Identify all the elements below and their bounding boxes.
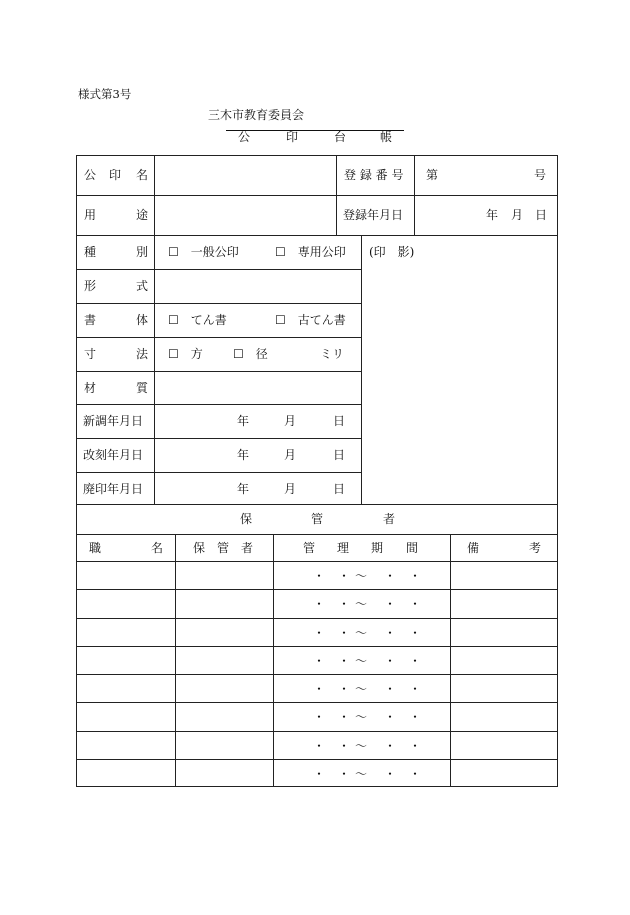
period-placeholder: ・ (384, 597, 397, 611)
period-placeholder: ・ (384, 569, 397, 583)
custodian-post-cell[interactable] (77, 647, 174, 673)
date-day: 日 (333, 482, 346, 496)
period-placeholder: ・ (338, 739, 351, 753)
custodian-keeper-cell[interactable] (176, 703, 272, 729)
form-field[interactable] (155, 270, 360, 302)
organization-name: 三木市教育委員会 (208, 108, 305, 122)
period-placeholder: ・ (384, 626, 397, 640)
form-number: 様式第3号 (78, 87, 132, 101)
custodian-notes-cell[interactable] (451, 760, 557, 786)
label-seal-name-2: 印 (109, 168, 122, 182)
col-period-1: 管 (303, 541, 316, 555)
custodian-keeper-cell[interactable] (176, 590, 272, 616)
custodian-keeper-cell[interactable] (176, 647, 272, 673)
label-dimension-1: 寸 (84, 347, 97, 361)
date-month: 月 (284, 448, 297, 462)
period-placeholder: ・ (338, 626, 351, 640)
label-dimension-2: 法 (136, 347, 149, 361)
custodian-keeper-cell[interactable] (176, 619, 272, 645)
label-material-1: 材 (84, 381, 97, 395)
custodian-post-cell[interactable] (77, 562, 174, 588)
label-new-date: 新調年月日 (83, 414, 144, 428)
period-placeholder: ・ (409, 597, 422, 611)
custodian-keeper-cell[interactable] (176, 760, 272, 786)
label-typeface-1: 書 (84, 313, 97, 327)
rule (76, 534, 558, 535)
custodian-keeper-cell[interactable] (176, 675, 272, 701)
custodian-title-3: 者 (383, 512, 396, 526)
date-year: 年 (237, 448, 250, 462)
reg-date-year: 年 (486, 208, 499, 222)
date-day: 日 (333, 448, 346, 462)
rule (76, 235, 558, 236)
custodian-keeper-cell[interactable] (176, 732, 272, 758)
period-placeholder: ・ (409, 739, 422, 753)
label-seal-name-3: 名 (136, 168, 149, 182)
rule (76, 337, 362, 338)
rule (414, 155, 415, 235)
label-kind-1: 種 (84, 245, 97, 259)
custodian-post-cell[interactable] (77, 675, 174, 701)
custodian-notes-cell[interactable] (451, 703, 557, 729)
rule (273, 534, 274, 787)
registration-number-prefix: 第 (426, 168, 439, 182)
label-seal-name: 公 (84, 168, 97, 182)
period-placeholder: ・ (313, 767, 326, 781)
period-placeholder: ・ (313, 597, 326, 611)
title-char: 公 (238, 130, 251, 144)
label-recarve-date: 改刻年月日 (83, 448, 144, 462)
rule (76, 472, 362, 473)
title-char: 帳 (380, 130, 393, 144)
period-placeholder: ・ (409, 569, 422, 583)
label-material-2: 質 (136, 381, 149, 395)
period-placeholder: ・ (313, 710, 326, 724)
reg-date-month: 月 (511, 208, 524, 222)
period-placeholder: ・ (409, 654, 422, 668)
seal-name-field[interactable] (155, 156, 335, 194)
col-period-3: 期 (371, 541, 384, 555)
rule (336, 155, 337, 235)
label-typeface-2: 体 (136, 313, 149, 327)
period-placeholder: ・ (338, 710, 351, 724)
title-char: 台 (334, 130, 347, 144)
dimension-diameter-checkbox[interactable]: ☐ 径 (233, 347, 268, 361)
reg-date-day: 日 (535, 208, 548, 222)
seal-impression-area[interactable] (362, 262, 557, 504)
rule (76, 438, 362, 439)
label-registration-number: 登 録 番 号 (344, 168, 404, 182)
dimension-square-checkbox[interactable]: ☐ 方 (168, 347, 203, 361)
custodian-notes-cell[interactable] (451, 732, 557, 758)
period-placeholder: ・ (384, 682, 397, 696)
page-title (226, 128, 404, 144)
label-form-2: 式 (136, 279, 149, 293)
custodian-post-cell[interactable] (77, 760, 174, 786)
period-placeholder: ・ (313, 682, 326, 696)
period-placeholder: ・ (338, 597, 351, 611)
kind-dedicated-checkbox[interactable]: ☐ 専用公印 (275, 245, 346, 259)
custodian-post-cell[interactable] (77, 619, 174, 645)
date-month: 月 (284, 482, 297, 496)
custodian-notes-cell[interactable] (451, 590, 557, 616)
period-placeholder: ・ (384, 654, 397, 668)
period-placeholder: ～ (355, 682, 368, 696)
col-period-4: 間 (406, 541, 419, 555)
rule (76, 303, 362, 304)
date-month: 月 (284, 414, 297, 428)
period-placeholder: ・ (338, 569, 351, 583)
period-placeholder: ～ (355, 597, 368, 611)
period-placeholder: ・ (338, 767, 351, 781)
col-notes-1: 備 (467, 541, 480, 555)
kind-general-checkbox[interactable]: ☐ 一般公印 (168, 245, 239, 259)
label-registration-date: 登録年月日 (343, 208, 404, 222)
period-placeholder: ・ (409, 767, 422, 781)
date-year: 年 (237, 414, 250, 428)
period-placeholder: ～ (355, 767, 368, 781)
period-placeholder: ～ (355, 626, 368, 640)
period-placeholder: ・ (384, 710, 397, 724)
period-placeholder: ・ (409, 626, 422, 640)
period-placeholder: ・ (409, 682, 422, 696)
material-field[interactable] (155, 372, 360, 403)
typeface-kotensho-checkbox[interactable]: ☐ 古てん書 (275, 313, 346, 327)
period-placeholder: ・ (313, 739, 326, 753)
period-placeholder: ・ (384, 767, 397, 781)
date-year: 年 (237, 482, 250, 496)
seal-impression-label: (印 影) (369, 245, 415, 259)
typeface-tensho-checkbox[interactable]: ☐ てん書 (168, 313, 227, 327)
col-post-2: 名 (151, 541, 164, 555)
period-placeholder: ・ (384, 739, 397, 753)
col-keeper: 保 管 者 (193, 541, 254, 555)
period-placeholder: ・ (338, 682, 351, 696)
rule (76, 404, 362, 405)
custodian-notes-cell[interactable] (451, 675, 557, 701)
custodian-post-cell[interactable] (77, 703, 174, 729)
period-placeholder: ・ (313, 654, 326, 668)
period-placeholder: ・ (313, 626, 326, 640)
period-placeholder: ～ (355, 569, 368, 583)
custodian-notes-cell[interactable] (451, 647, 557, 673)
registration-number-suffix: 号 (534, 168, 547, 182)
col-period-2: 理 (337, 541, 350, 555)
period-placeholder: ・ (313, 569, 326, 583)
custodian-title-2: 管 (311, 512, 324, 526)
period-placeholder: ～ (355, 710, 368, 724)
label-use-1: 用 (84, 208, 97, 222)
custodian-post-cell[interactable] (77, 590, 174, 616)
label-kind-2: 別 (136, 245, 149, 259)
custodian-post-cell[interactable] (77, 732, 174, 758)
custodian-title-1: 保 (240, 512, 253, 526)
label-abolish-date: 廃印年月日 (83, 482, 144, 496)
custodian-notes-cell[interactable] (451, 619, 557, 645)
label-use-2: 途 (136, 208, 149, 222)
custodian-keeper-cell[interactable] (176, 562, 272, 588)
title-char: 印 (286, 130, 299, 144)
dimension-unit: ミリ (320, 347, 345, 361)
period-placeholder: ・ (409, 710, 422, 724)
period-placeholder: ・ (338, 654, 351, 668)
col-notes-2: 考 (529, 541, 542, 555)
custodian-notes-cell[interactable] (451, 562, 557, 588)
date-day: 日 (333, 414, 346, 428)
registration-number-field[interactable] (440, 156, 530, 194)
col-post-1: 職 (89, 541, 102, 555)
use-field[interactable] (155, 196, 335, 234)
period-placeholder: ～ (355, 739, 368, 753)
period-placeholder: ～ (355, 654, 368, 668)
label-form-1: 形 (84, 279, 97, 293)
